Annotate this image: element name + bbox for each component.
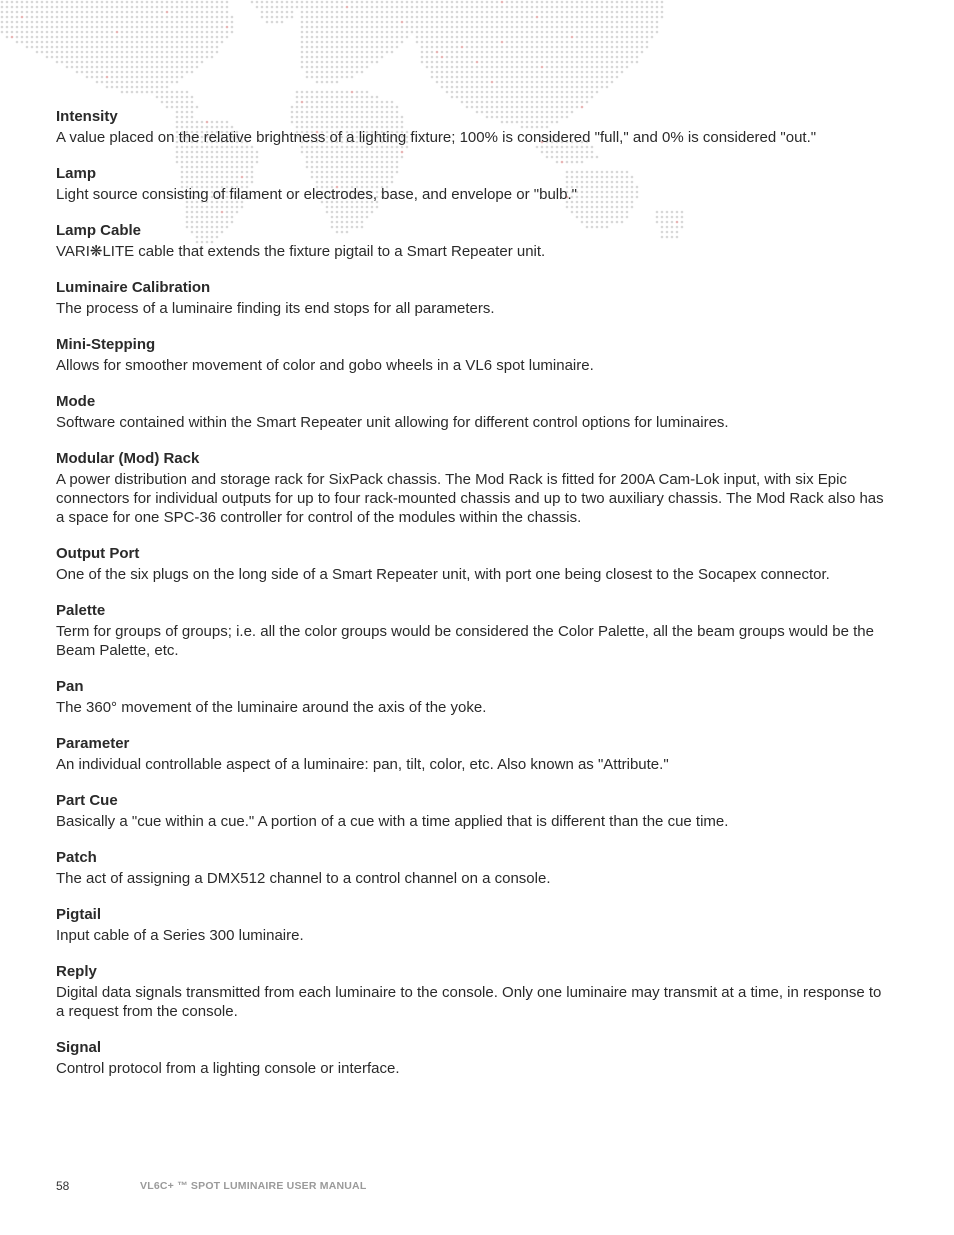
glossary-entry [56,392,886,432]
glossary-entry [56,734,886,774]
glossary-entry [56,962,886,1021]
manual-title: VL6C+ ™ SPOT LUMINAIRE USER MANUAL [140,1180,367,1192]
glossary-definition: Control protocol from a lighting console or interface. [56,1060,400,1077]
glossary-definition: Basically a "cue within a cue." A portion of a cue with a time applied that is different than the cue time. [56,813,729,830]
glossary-definition: VARI❋LITE cable that extends the fixture pigtail to a Smart Repeater unit. [56,243,546,260]
glossary-definition: Digital data signals transmitted from each luminaire to the console. Only one luminaire may transmit at a time, in response to a request from the console. [56,984,882,1020]
glossary-entry [56,791,886,831]
glossary-term: Mini-Stepping [56,336,156,353]
glossary-entry [56,544,886,584]
glossary-term: Lamp [56,165,97,182]
glossary-term: Output Port [56,545,140,562]
glossary-definition: The 360° movement of the luminaire around the axis of the yoke. [56,699,487,716]
glossary-entry [56,1038,886,1078]
glossary-entry [56,677,886,717]
glossary-list [56,107,886,1095]
glossary-entry [56,848,886,888]
glossary-entry [56,107,886,147]
glossary-term: Intensity [56,108,118,125]
glossary-definition: A value placed on the relative brightness of a lighting fixture; 100% is considered "full," and 0% is considered "out." [56,129,817,146]
glossary-entry [56,905,886,945]
glossary-term: Patch [56,849,97,866]
glossary-entry [56,335,886,375]
glossary-definition: An individual controllable aspect of a luminaire: pan, tilt, color, etc. Also known as "Attribute." [56,756,669,773]
glossary-entry [56,278,886,318]
page-footer [56,1179,954,1193]
glossary-definition: The process of a luminaire finding its end stops for all parameters. [56,300,495,317]
glossary-term: Palette [56,602,106,619]
glossary-term: Parameter [56,735,130,752]
glossary-term: Part Cue [56,792,118,809]
page-number: 58 [56,1179,70,1193]
glossary-definition: The act of assigning a DMX512 channel to a control channel on a console. [56,870,551,887]
glossary-definition: A power distribution and storage rack for SixPack chassis. The Mod Rack is fitted for 200A Cam-Lok input, with six Epic connectors for individual outputs for up to four rack-mounted chassis and up to two auxiliary chassis. The Mod Rack also has a space for one SPC-36 controller for control of the modules within the chassis. [56,471,884,526]
glossary-entry [56,449,886,527]
glossary-term: Signal [56,1039,102,1056]
glossary-definition: Light source consisting of filament or electrodes, base, and envelope or "bulb." [56,186,577,203]
glossary-definition: One of the six plugs on the long side of a Smart Repeater unit, with port one being closest to the Socapex connector. [56,566,830,583]
glossary-definition: Input cable of a Series 300 luminaire. [56,927,304,944]
glossary-term: Pan [56,678,84,695]
glossary-term: Modular (Mod) Rack [56,450,200,467]
glossary-entry [56,164,886,204]
glossary-term: Lamp Cable [56,222,142,239]
glossary-term: Reply [56,963,97,980]
glossary-term: Luminaire Calibration [56,279,211,296]
glossary-definition: Software contained within the Smart Repeater unit allowing for different control options for luminaires. [56,414,729,431]
glossary-entry [56,601,886,660]
glossary-term: Mode [56,393,96,410]
glossary-definition: Allows for smoother movement of color and gobo wheels in a VL6 spot luminaire. [56,357,594,374]
glossary-term: Pigtail [56,906,102,923]
glossary-entry [56,221,886,261]
glossary-definition: Term for groups of groups; i.e. all the color groups would be considered the Color Palette, all the beam groups would be the Beam Palette, etc. [56,623,874,659]
